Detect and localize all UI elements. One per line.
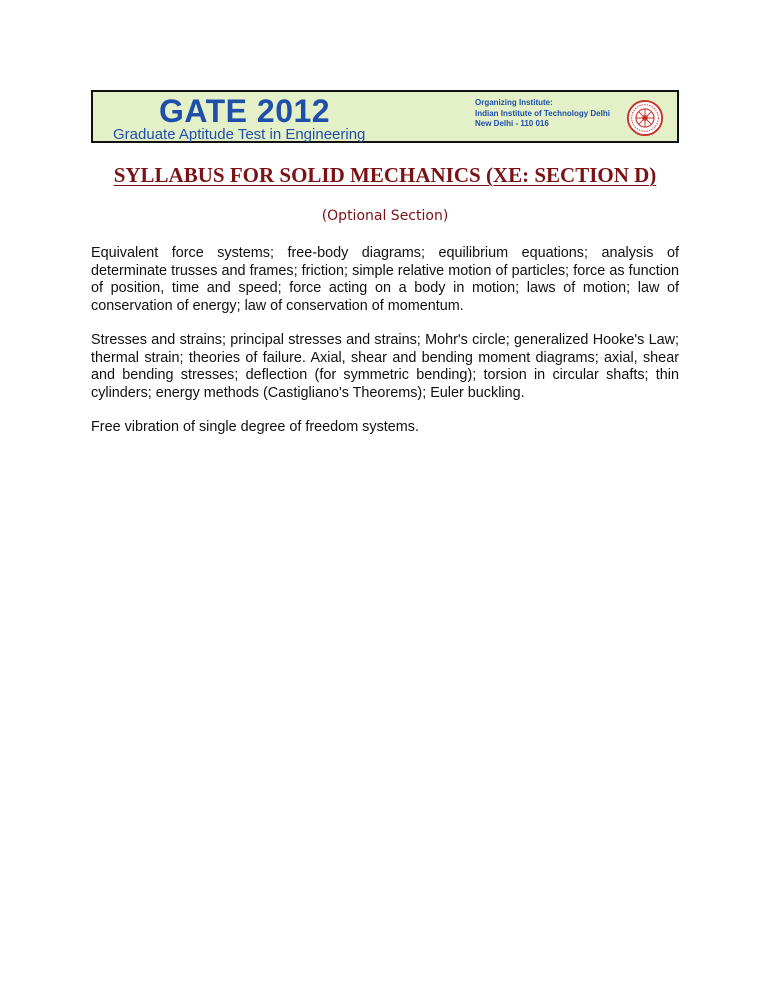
- organizing-institute-block: [475, 98, 610, 130]
- banner-title: GATE 2012: [159, 93, 331, 129]
- organizing-label: Organizing Institute:: [475, 98, 553, 107]
- institute-name: Indian Institute of Technology Delhi: [475, 108, 610, 118]
- syllabus-body: [91, 245, 679, 454]
- page-title: SYLLABUS FOR SOLID MECHANICS (XE: SECTION D): [113, 163, 657, 187]
- gate-banner: [91, 90, 679, 143]
- institute-location: New Delhi - 110 016: [475, 119, 549, 128]
- page-subtitle: (Optional Section): [321, 208, 449, 224]
- iit-delhi-logo-icon: [626, 99, 664, 137]
- syllabus-paragraph-mechanics: Equivalent force systems; free-body diagrams; equilibrium equations; analysis of determinate trusses and frames; friction; simple relative motion of particles; force as function of position, time and speed; force acting on a body in motion; laws of motion; law of conservation of energy; law of conservation of momentum.: [91, 245, 679, 314]
- banner-subtitle: Graduate Aptitude Test in Engineering: [113, 126, 366, 143]
- syllabus-paragraph-strength: Stresses and strains; principal stresses and strains; Mohr's circle; generalized Hooke's Law; thermal strain; theories of failure. Axial, shear and bending moment diagrams; axial, shear and bending stresses; deflection (for symmetric bending); torsion in circular shafts; thin cylinders; energy methods (Castigliano's Theorems); Euler buckling.: [91, 332, 679, 401]
- syllabus-paragraph-vibration: Free vibration of single degree of freedom systems.: [91, 419, 419, 435]
